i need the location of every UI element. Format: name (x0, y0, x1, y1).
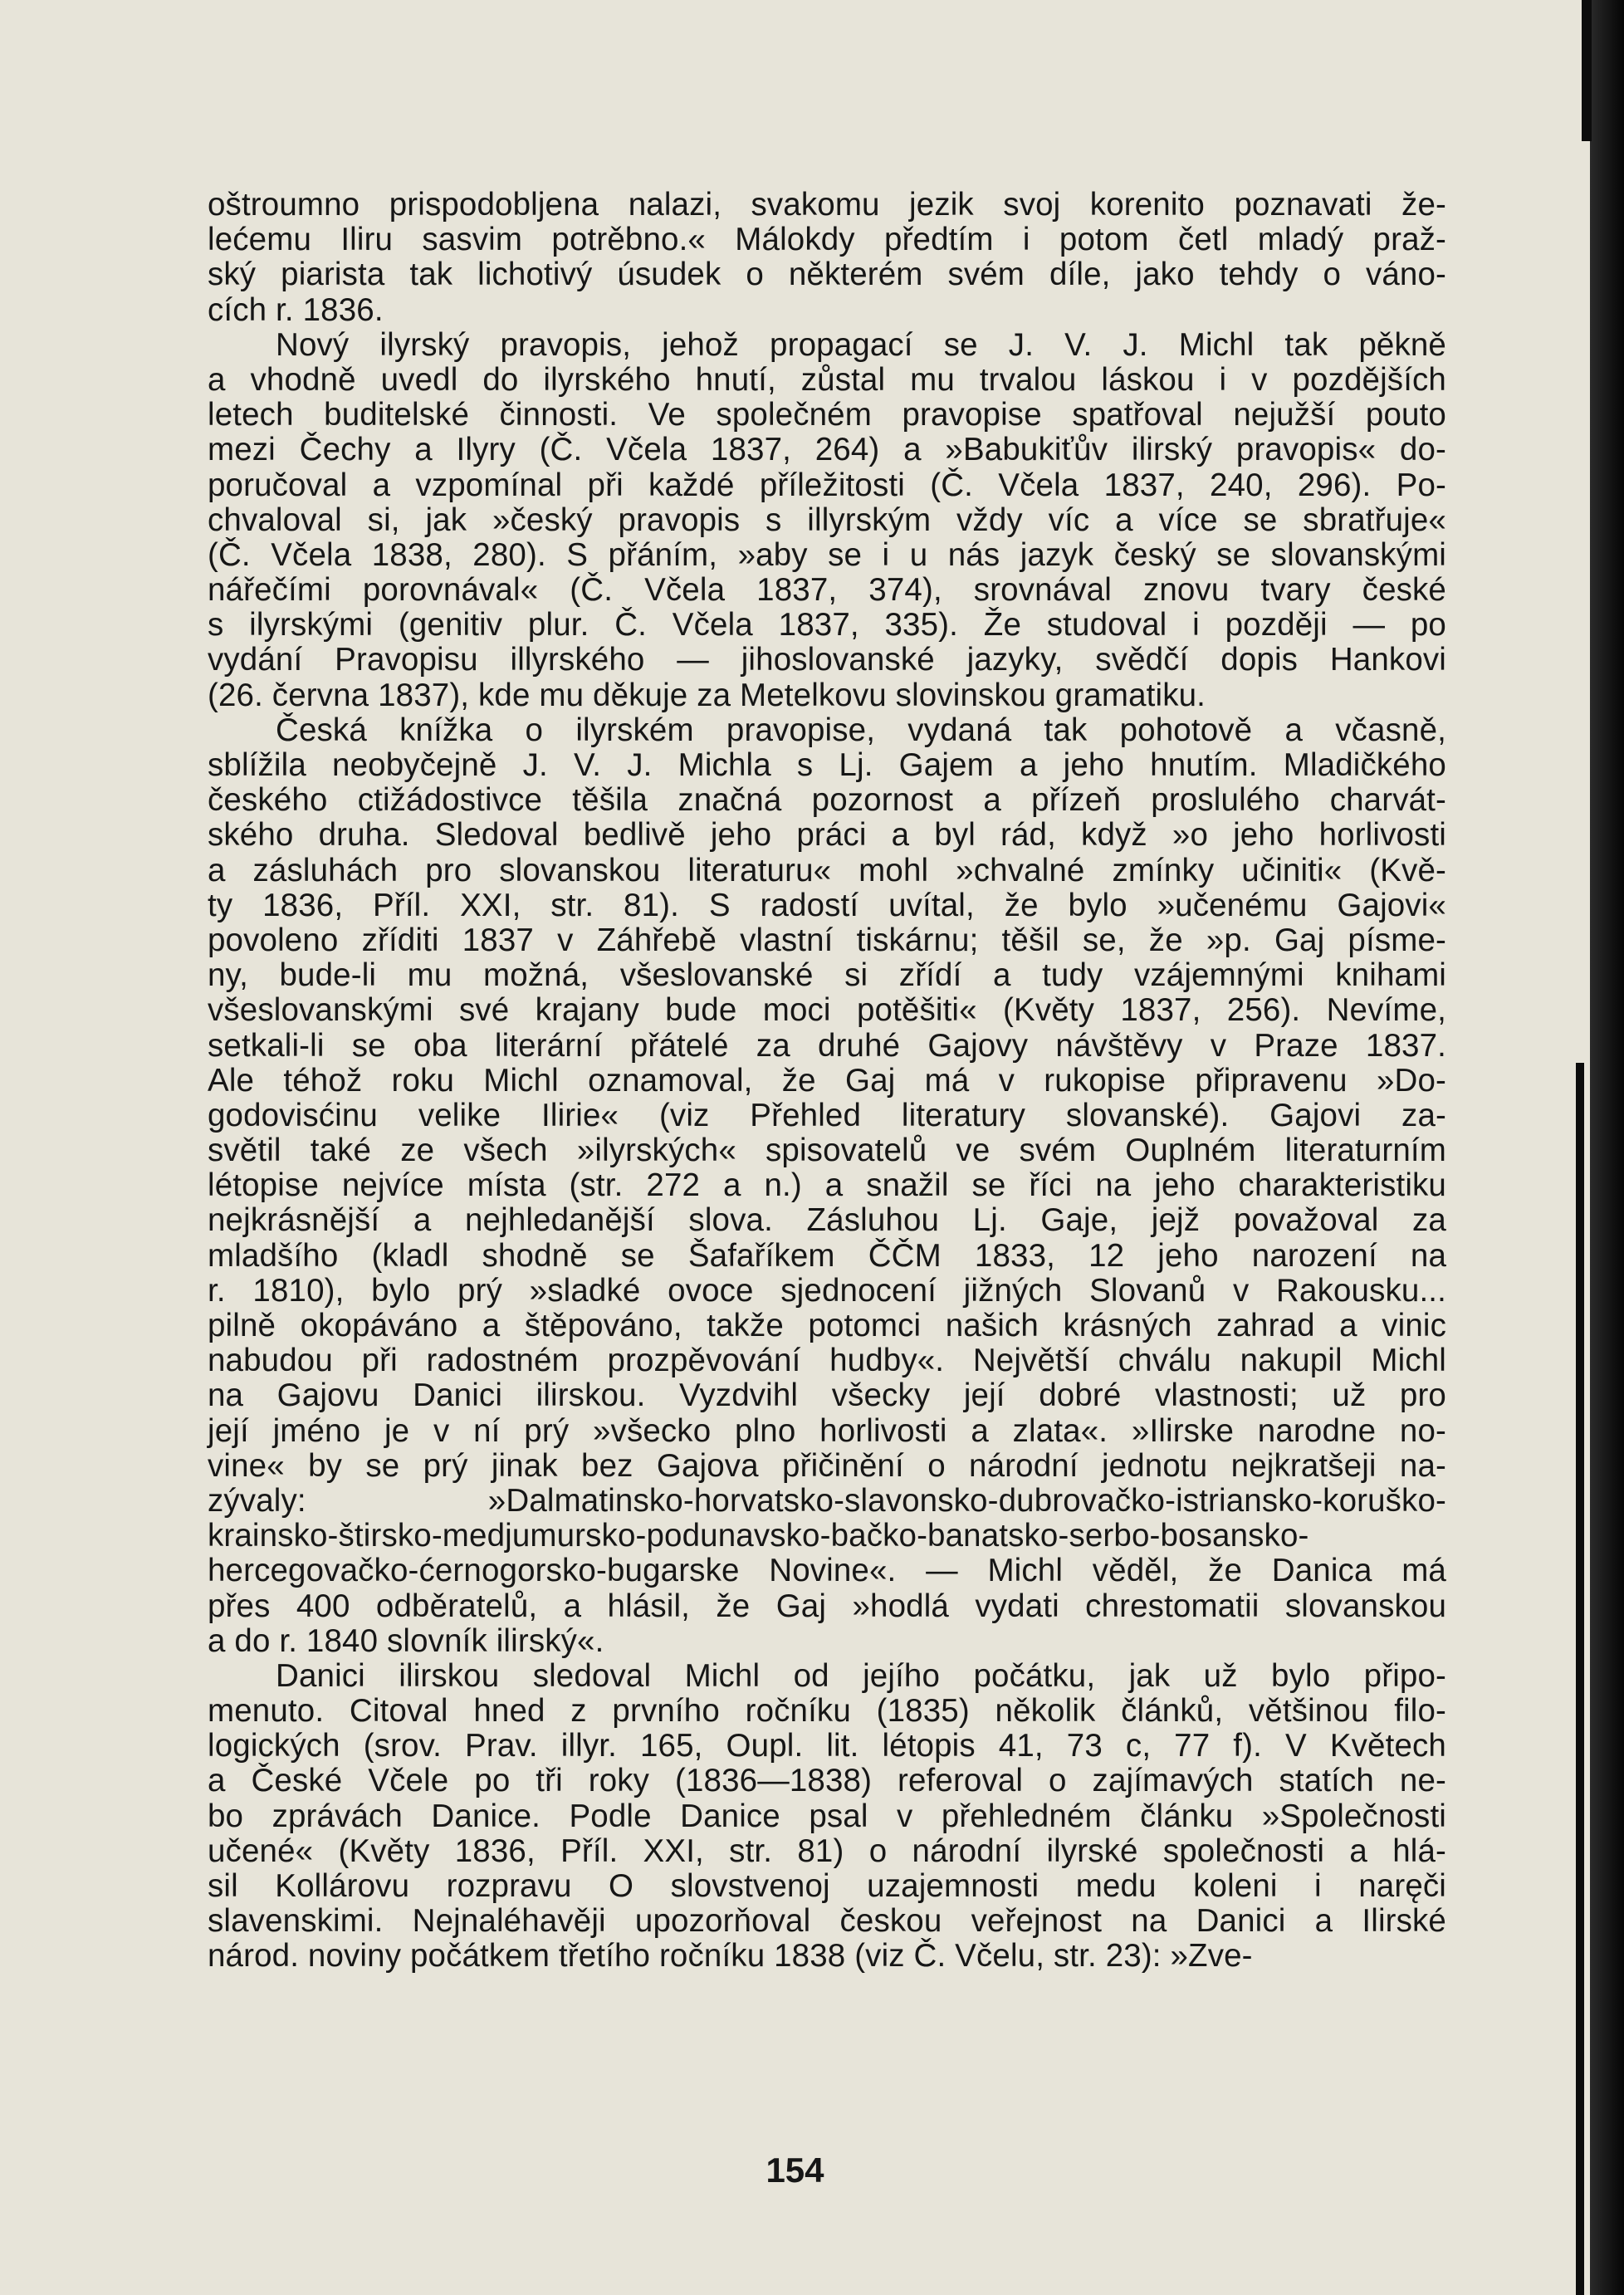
text-line: bo zprávách Danice. Podle Danice psal v přehledném článku »Společnosti (208, 1798, 1446, 1834)
text-line: pilně okopáváno a štěpováno, takže potomci našich krásných zahrad a vinic (208, 1308, 1446, 1343)
text-line: ský piarista tak lichotivý úsudek o některém svém díle, jako tehdy o váno- (208, 257, 1446, 293)
text-line: všeslovanskými své krajany bude moci potěšiti« (Květy 1837, 256). Nevíme, (208, 992, 1446, 1029)
paragraph (208, 188, 1446, 328)
text-line: lećemu Iliru sasvim potrěbno.« Málokdy předtím i potom četl mladý praž- (208, 222, 1446, 258)
text-line: godovisćinu velike Ilirie« (viz Přehled literatury slovanské). Gajovi za- (208, 1097, 1446, 1133)
text-line: létopise nejvíce místa (str. 272 a n.) a snažil se říci na jeho charakteristiku (208, 1167, 1446, 1204)
text-line: setkali-li se oba literární přátelé za druhé Gajovy návštěvy v Praze 1837. (208, 1027, 1446, 1064)
text-line: ty 1836, Příl. XXI, str. 81). S radostí uvítal, že bylo »učenému Gajovi« (208, 887, 1446, 923)
text-line: letech buditelské činnosti. Ve společném pravopise spatřoval nejužší pouto (208, 397, 1446, 433)
text-line: s ilyrskými (genitiv plur. Č. Včela 1837, 335). Že studoval i později — po (208, 607, 1446, 643)
text-line: r. 1810), bylo prý »sladké ovoce sjednocení jižných Slovanů v Rakousku... (208, 1272, 1446, 1309)
text-line: povoleno zříditi 1837 v Záhřebě vlastní tiskárnu; těšil se, že »p. Gaj písme- (208, 922, 1446, 958)
body-text (208, 188, 1446, 1974)
text-line: mezi Čechy a Ilyry (Č. Včela 1837, 264) a »Babukiťův ilirský pravopis« do- (208, 432, 1446, 468)
text-line: na Gajovu Danici ilirskou. Vyzdvihl všecky její dobré vlastnosti; už pro (208, 1377, 1446, 1414)
text-line: ského druha. Sledoval bedlivě jeho práci a byl rád, když »o jeho horlivosti (208, 817, 1446, 854)
text-line: hercegovačko-ćernogorsko-bugarske Novine«. — Michl věděl, že Danica má (208, 1553, 1446, 1589)
paragraph (208, 328, 1446, 713)
text-line: a zásluhách pro slovanskou literaturu« mohl »chvalné zmínky učiniti« (Kvě- (208, 852, 1446, 888)
text-line: nabudou při radostném prozpěvování hudby«. Největší chválu nakupil Michl (208, 1343, 1446, 1379)
text-line: vine« by se prý jinak bez Gajova přičinění o národní jednotu nejkratšeji na- (208, 1447, 1446, 1484)
page-edge-mark (1576, 1063, 1584, 2295)
text-line: krainsko-štirsko-medjumursko-podunavsko-bačko-banatsko-serbo-bosansko- (208, 1518, 1309, 1554)
text-line: českého ctižádostivce těšila značná pozornost a přízeň proslulého charvát- (208, 782, 1446, 819)
text-line: a České Včele po tři roky (1836—1838) referoval o zajímavých statích ne- (208, 1763, 1446, 1799)
text-line: oštroumno prispodobljena nalazi, svakomu jezik svoj korenito poznavati že- (208, 187, 1446, 223)
text-line: chvaloval si, jak »český pravopis s illyrským vždy víc a více se sbratřuje« (208, 502, 1446, 538)
text-line: (26. června 1837), kde mu děkuje za Metelkovu slovinskou gramatiku. (208, 677, 1206, 713)
text-line: cích r. 1836. (208, 291, 384, 328)
text-line: světil také ze všech »ilyrských« spisovatelů ve svém Ouplném literaturním (208, 1133, 1446, 1169)
book-spine-edge (1590, 0, 1624, 2295)
text-line: (Č. Včela 1838, 280). S přáním, »aby se i u nás jazyk český se slovanskými (208, 536, 1446, 573)
text-line: národ. noviny počátkem třetího ročníku 1838 (viz Č. Včelu, str. 23): »Zve- (208, 1938, 1253, 1974)
text-line: přes 400 odběratelů, a hlásil, že Gaj »hodlá vydati chrestomatii slovanskou (208, 1588, 1446, 1624)
page-number: 154 (766, 2151, 824, 2190)
text-line: slavenskimi. Nejnaléhavěji upozorňoval českou veřejnost na Danici a Ilirské (208, 1903, 1446, 1940)
text-line: poručoval a vzpomínal při každé příležitosti (Č. Včela 1837, 240, 296). Po- (208, 467, 1446, 503)
text-line: učené« (Květy 1836, Příl. XXI, str. 81) o národní ilyrské společnosti a hlá- (208, 1833, 1446, 1869)
text-line: ny, bude-li mu možná, všeslovanské si zřídí a tudy vzájemnými knihami (208, 957, 1446, 994)
paragraph (208, 1659, 1446, 1974)
text-line: nejkrásnější a nejhledanější slova. Zásluhou Lj. Gaje, jejž považoval za (208, 1202, 1446, 1239)
paragraph (208, 713, 1446, 1659)
text-line: sblížila neobyčejně J. V. J. Michla s Lj. Gajem a jeho hnutím. Mladičkého (208, 747, 1446, 783)
text-line: zývaly: »Dalmatinsko-horvatsko-slavonsko-dubrovačko-istriansko-koruško- (208, 1482, 1446, 1519)
text-line: její jméno je v ní prý »všecko plno horlivosti a zlata«. »Ilirske narodne no- (208, 1412, 1446, 1449)
text-line: mladšího (kladl shodně se Šafaříkem ČČM 1833, 12 jeho narození na (208, 1237, 1446, 1274)
text-line: sil Kollárovu rozpravu O slovstvenoj uzajemnosti medu koleni i naręči (208, 1868, 1446, 1904)
text-line: Nový ilyrský pravopis, jehož propagací se J. V. J. Michl tak pěkně (276, 326, 1446, 363)
text-line: logických (srov. Prav. illyr. 165, Oupl. lit. létopis 41, 73 c, 77 f). V Květech (208, 1728, 1446, 1764)
text-line: Danici ilirskou sledoval Michl od jejího počátku, jak už bylo připo- (276, 1657, 1446, 1694)
text-line: nářečími porovnával« (Č. Včela 1837, 374), srovnával znovu tvary české (208, 572, 1446, 609)
text-line: Ale téhož roku Michl oznamoval, že Gaj má v rukopise připravenu »Do- (208, 1062, 1446, 1099)
text-line: a vhodně uvedl do ilyrského hnutí, zůstal mu trvalou láskou i v pozdějších (208, 361, 1446, 398)
text-line: Česká knížka o ilyrském pravopise, vydaná tak pohotově a včasně, (276, 712, 1446, 748)
text-line: vydání Pravopisu illyrského — jihoslovanské jazyky, svědčí dopis Hankovi (208, 642, 1446, 678)
page-edge-mark (1582, 0, 1592, 141)
text-line: a do r. 1840 slovník ilirský«. (208, 1622, 604, 1659)
text-line: menuto. Citoval hned z prvního ročníku (1835) několik článků, většinou filo- (208, 1693, 1446, 1730)
